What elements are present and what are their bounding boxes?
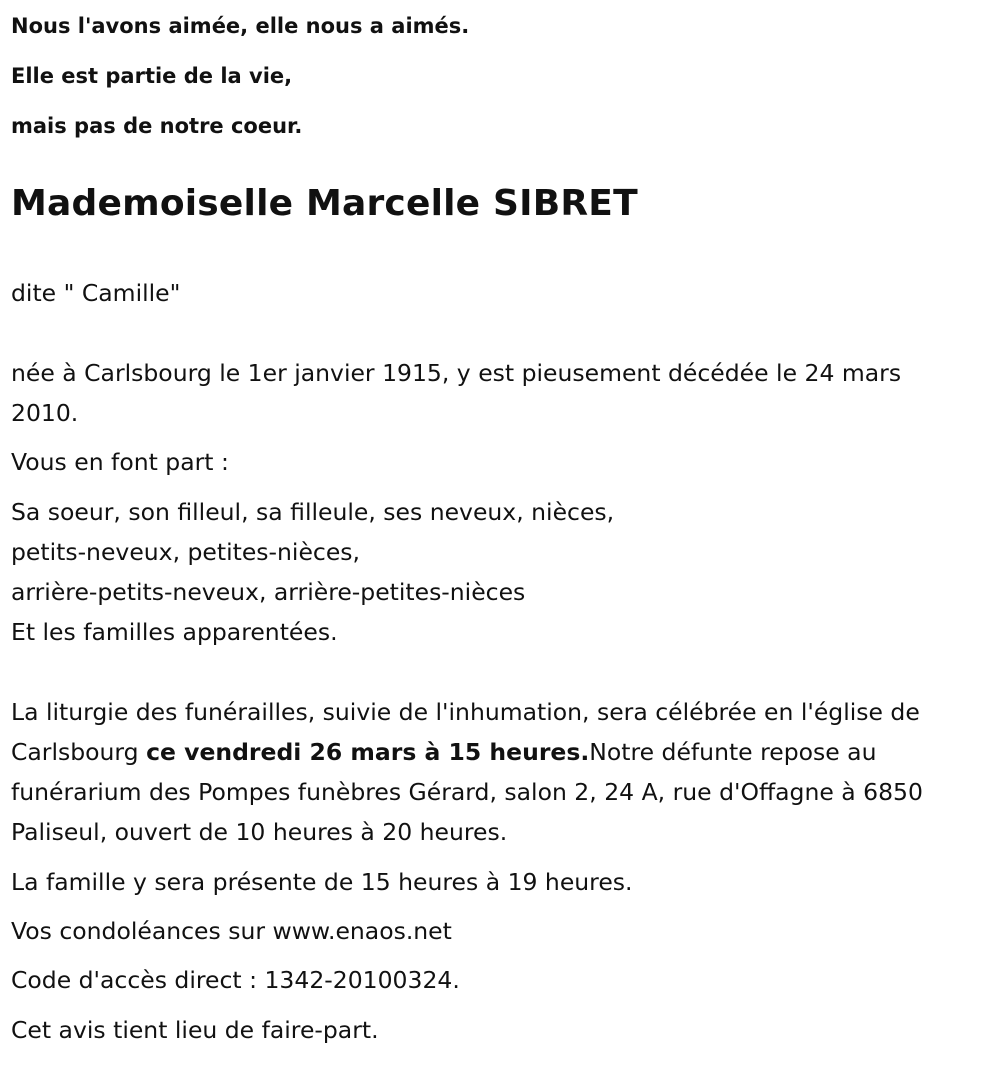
- relatives-list: [11, 492, 614, 652]
- epitaph-line-2: Elle est partie de la vie,: [11, 64, 293, 88]
- birth-death-text: née à Carlsbourg le 1er janvier 1915, y est pieusement décédée le 24 mars 2010.: [11, 359, 902, 427]
- condolences-text: Vos condoléances sur www.enaos.net: [11, 917, 452, 945]
- relatives-line: Et les familles apparentées.: [11, 618, 338, 646]
- relatives-line: Sa soeur, son filleul, sa filleule, ses neveux, nièces,: [11, 498, 615, 526]
- announcement-text: Vous en font part :: [11, 448, 229, 476]
- liturgy-details: Notre défunte repose au funérarium des Pompes funèbres Gérard, salon 2, 24 A, rue d'Offagne à 6850 Paliseul, ouvert de 10 heures à 20 heures.: [11, 738, 923, 846]
- access-code-text: Code d'accès direct : 1342-20100324.: [11, 966, 460, 994]
- liturgy-date: ce vendredi 26 mars à 15 heures.: [146, 738, 590, 766]
- liturgy-intro: La liturgie des funérailles, suivie de l'inhumation, sera célébrée en l'église de Carlsbourg: [11, 698, 920, 766]
- relatives-line: petits-neveux, petites-nièces,: [11, 538, 361, 566]
- relatives-line: arrière-petits-neveux, arrière-petites-nièces: [11, 578, 526, 606]
- epitaph-line-3: mais pas de notre coeur.: [11, 114, 303, 138]
- epitaph-line-1: Nous l'avons aimée, elle nous a aimés.: [11, 14, 470, 38]
- liturgy-paragraph: [11, 692, 996, 852]
- nickname: dite " Camille": [11, 279, 181, 307]
- closing-text: Cet avis tient lieu de faire-part.: [11, 1016, 379, 1044]
- deceased-name: Mademoiselle Marcelle SIBRET: [11, 183, 638, 224]
- family-presence-text: La famille y sera présente de 15 heures à 19 heures.: [11, 868, 633, 896]
